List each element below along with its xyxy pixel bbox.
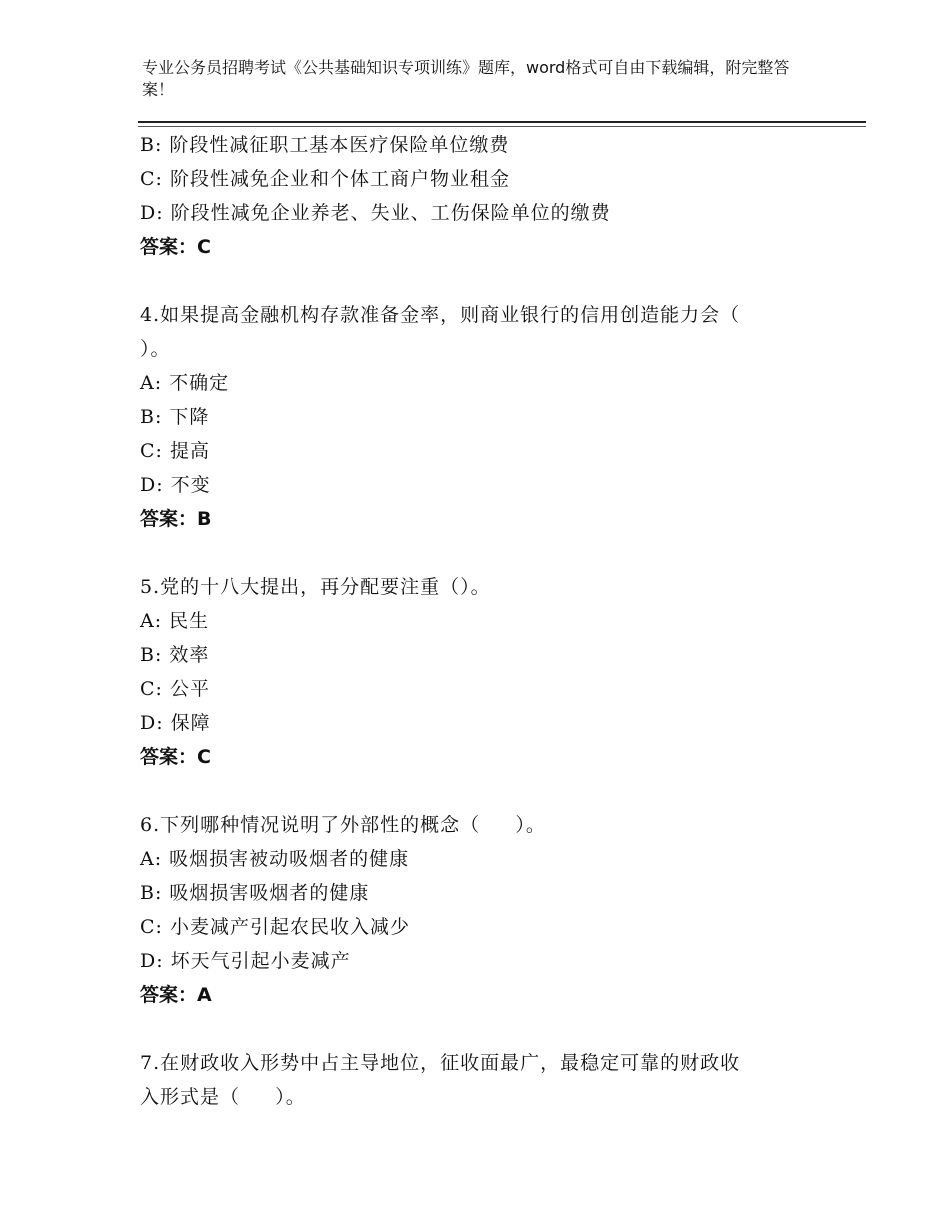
question-7	[140, 1046, 840, 1114]
option-a: A: 民生	[140, 610, 210, 632]
answer: 答案：A	[140, 984, 212, 1006]
question-list	[140, 128, 840, 1114]
question-5	[140, 570, 840, 774]
option-b: B: 阶段性减征职工基本医疗保险单位缴费	[140, 134, 510, 156]
question-text-continued: 入形式是（ ）。	[140, 1086, 306, 1108]
answer: 答案：C	[140, 746, 211, 768]
option-b: B: 吸烟损害吸烟者的健康	[140, 882, 370, 904]
spacer	[140, 264, 840, 298]
question-3	[140, 128, 840, 264]
question-4	[140, 298, 840, 536]
option-d: D: 保障	[140, 712, 211, 734]
spacer	[140, 1012, 840, 1046]
option-b: B: 效率	[140, 644, 210, 666]
option-a: A: 吸烟损害被动吸烟者的健康	[140, 848, 410, 870]
header-divider-thin	[138, 126, 866, 127]
answer: 答案：B	[140, 508, 212, 530]
option-c: C: 提高	[140, 440, 210, 462]
answer: 答案：C	[140, 236, 211, 258]
option-c: C: 公平	[140, 678, 210, 700]
option-c: C: 小麦减产引起农民收入减少	[140, 916, 410, 938]
spacer	[140, 536, 840, 570]
option-d: D: 不变	[140, 474, 211, 496]
question-text: 7.在财政收入形势中占主导地位，征收面最广，最稳定可靠的财政收	[140, 1052, 741, 1074]
question-text: 4.如果提高金融机构存款准备金率，则商业银行的信用创造能力会（	[140, 304, 741, 326]
question-text: 5.党的十八大提出，再分配要注重（）。	[140, 576, 491, 598]
option-d: D: 阶段性减免企业养老、失业、工伤保险单位的缴费	[140, 202, 611, 224]
option-a: A: 不确定	[140, 372, 230, 394]
option-d: D: 坏天气引起小麦减产	[140, 950, 351, 972]
option-c: C: 阶段性减免企业和个体工商户物业租金	[140, 168, 510, 190]
document-header: 专业公务员招聘考试《公共基础知识专项训练》题库，word格式可自由下载编辑，附完整答案！	[142, 58, 790, 99]
question-text-continued: ）。	[140, 338, 171, 360]
question-6	[140, 808, 840, 1012]
question-text: 6.下列哪种情况说明了外部性的概念（ ）。	[140, 814, 546, 836]
header-divider-thick	[138, 121, 866, 123]
option-b: B: 下降	[140, 406, 210, 428]
spacer	[140, 774, 840, 808]
